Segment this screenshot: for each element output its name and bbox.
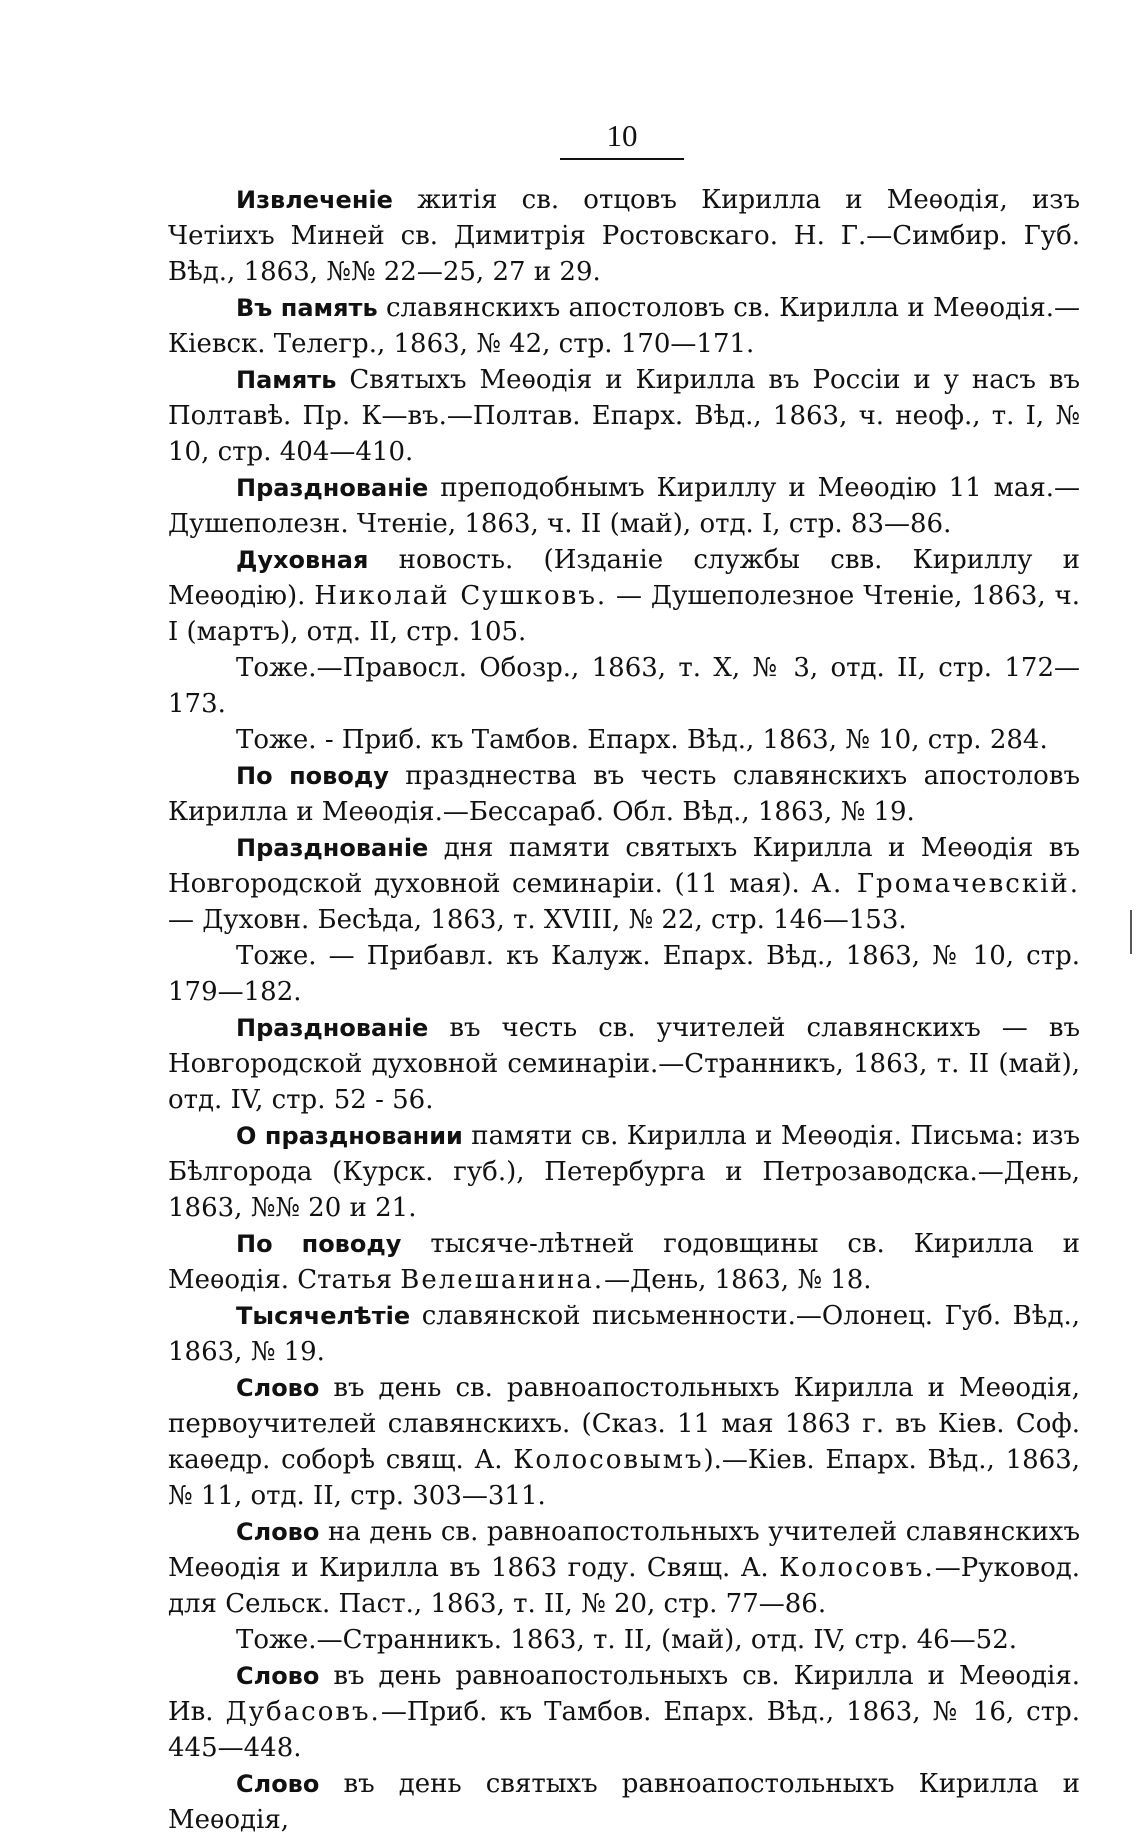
bibliography-entry xyxy=(168,938,1080,1010)
bibliography-entry xyxy=(168,1118,1080,1226)
entry-text: преподобнымъ Кириллу и Меѳодію 11 мая.— Душеполезн. Чтеніе, 1863, ч. II (май), отд. I, стр. 83—86. xyxy=(168,473,1080,539)
entry-text: празднества въ честь славянскихъ апостоловъ Кирилла и Меѳодія.—Бессараб. Обл. Вѣд., 1863, № 19. xyxy=(168,761,1080,827)
entry-text-after: ).—Кіев. Епарх. Вѣд., 1863, № 11, отд. II, стр. 303—311. xyxy=(168,1445,1080,1511)
bibliography-entry xyxy=(168,722,1080,758)
entry-lead: Извлеченіе xyxy=(236,186,393,214)
entry-text-after: —Приб. къ Тамбов. Епарх. Вѣд., 1863, № 16, стр. 445—448. xyxy=(168,1697,1080,1763)
margin-scan-mark xyxy=(1130,910,1132,954)
bibliography-entry xyxy=(168,1298,1080,1370)
bibliography-entry xyxy=(168,182,1080,290)
bibliography-entry xyxy=(168,830,1080,938)
entry-author: Дубасовъ. xyxy=(225,1697,381,1727)
entry-author: Велешанина. xyxy=(400,1265,605,1295)
entry-text: въ день равноапостольныхъ св. Кирилла и Меѳодія. Ив. xyxy=(168,1661,1080,1727)
entry-text: Святыхъ Меѳодія и Кирилла въ Россіи и у насъ въ Полтавѣ. Пр. К—въ.—Полтав. Епарх. Вѣд., 1863, ч. неоф., т. I, № 10, стр. 404—410. xyxy=(168,365,1080,467)
entry-lead: Слово xyxy=(236,1518,320,1546)
bibliography-entry xyxy=(168,1658,1080,1766)
bibliography-entry xyxy=(168,650,1080,722)
bibliography-list xyxy=(168,182,1080,1838)
bibliography-entry xyxy=(168,290,1080,362)
entry-lead: Празднованіе xyxy=(236,1014,429,1042)
entry-lead: По поводу xyxy=(236,1230,402,1258)
entry-text: дня памяти святыхъ Кирилла и Меѳодія въ Новгородской духовной семинаріи. (11 мая). xyxy=(168,833,1080,899)
entry-text-after: —День, 1863, № 18. xyxy=(604,1265,872,1295)
entry-text: новость. (Изданіе службы свв. Кириллу и Меѳодію). xyxy=(168,545,1080,611)
entry-author: Колосовымъ xyxy=(513,1445,704,1475)
entry-text: Тоже.—Правосл. Обозр., 1863, т. X, № 3, отд. II, стр. 172—173. xyxy=(168,653,1080,719)
bibliography-entry xyxy=(168,1010,1080,1118)
entry-text-after: — Душеполезное Чтеніе, 1863, ч. I (мартъ), отд. II, стр. 105. xyxy=(168,581,1080,647)
entry-lead: По поводу xyxy=(236,762,389,790)
bibliography-entry xyxy=(168,1514,1080,1622)
entry-text: въ честь св. учителей славянскихъ — въ Новгородской духовной семинаріи.—Странникъ, 1863, т. II (май), отд. IV, стр. 52 - 56. xyxy=(168,1013,1080,1115)
entry-text-after: — Духовн. Бесѣда, 1863, т. XVIII, № 22, стр. 146—153. xyxy=(168,905,907,935)
entry-author: Николай Сушковъ. xyxy=(314,581,608,611)
entry-lead: Слово xyxy=(236,1662,320,1690)
bibliography-entry xyxy=(168,542,1080,650)
entry-lead: О праздновании xyxy=(236,1122,463,1150)
entry-text: житія св. отцовъ Кирилла и Меѳодія, изъ Четіихъ Миней св. Димитрія Ростовскаго. Н. Г.—Симбир. Губ. Вѣд., 1863, №№ 22—25, 27 и 29. xyxy=(168,185,1080,287)
entry-text: на день св. равноапостольныхъ учителей славянскихъ Меѳодія и Кирилла въ 1863 году. Свящ. А. xyxy=(168,1517,1080,1583)
entry-lead: Празднованіе xyxy=(236,834,429,862)
entry-text: въ день св. равноапостольныхъ Кирилла и Меѳодія, первоучителей славянскихъ. (Сказ. 11 мая 1863 г. въ Кіев. Соф. каѳедр. соборѣ свящ. А. xyxy=(168,1373,1080,1475)
entry-text: памяти св. Кирилла и Меѳодія. Письма: изъ Бѣлгорода (Курск. губ.), Петербурга и Петрозаводска.—День, 1863, №№ 20 и 21. xyxy=(168,1121,1080,1223)
entry-text: Тоже. - Приб. къ Тамбов. Епарх. Вѣд., 1863, № 10, стр. 284. xyxy=(236,725,1048,755)
entry-lead: Духовная xyxy=(236,546,369,574)
entry-author: Колосовъ. xyxy=(779,1553,935,1583)
entry-lead: Слово xyxy=(236,1770,320,1798)
entry-lead: Празднованіе xyxy=(236,474,429,502)
entry-text: Тоже.—Странникъ. 1863, т. II, (май), отд. IV, стр. 46—52. xyxy=(236,1625,1018,1655)
bibliography-entry xyxy=(168,1766,1080,1838)
entry-author: А. Громачевскій. xyxy=(811,869,1081,899)
bibliography-entry xyxy=(168,470,1080,542)
bibliography-entry xyxy=(168,362,1080,470)
entry-text-after: —Руковод. для Сельск. Паст., 1863, т. II, № 20, стр. 77—86. xyxy=(168,1553,1080,1619)
entry-text: славянской письменности.—Олонец. Губ. Вѣд., 1863, № 19. xyxy=(168,1301,1080,1367)
entry-text: въ день святыхъ равноапостольныхъ Кирилла и Меѳодія, xyxy=(168,1769,1080,1835)
entry-lead: Слово xyxy=(236,1374,320,1402)
bibliography-entry xyxy=(168,758,1080,830)
bibliography-entry xyxy=(168,1622,1080,1658)
entry-text: тысяче-лѣтней годовщины св. Кирилла и Меѳодія. Статья xyxy=(168,1229,1081,1295)
bibliography-entry xyxy=(168,1226,1080,1298)
bibliography-entry xyxy=(168,1370,1080,1514)
entry-text: Тоже. — Прибавл. къ Калуж. Епарх. Вѣд., 1863, № 10, стр. 179—182. xyxy=(168,941,1080,1007)
entry-lead: Въ память xyxy=(236,294,378,322)
entry-lead: Память xyxy=(236,366,337,394)
page-number: 10 xyxy=(560,118,684,160)
entry-text: славянскихъ апостоловъ св. Кирилла и Меѳодія.— Кіевск. Телегр., 1863, № 42, стр. 170—171. xyxy=(168,293,1080,359)
entry-lead: Тысячелѣтіе xyxy=(236,1302,411,1330)
